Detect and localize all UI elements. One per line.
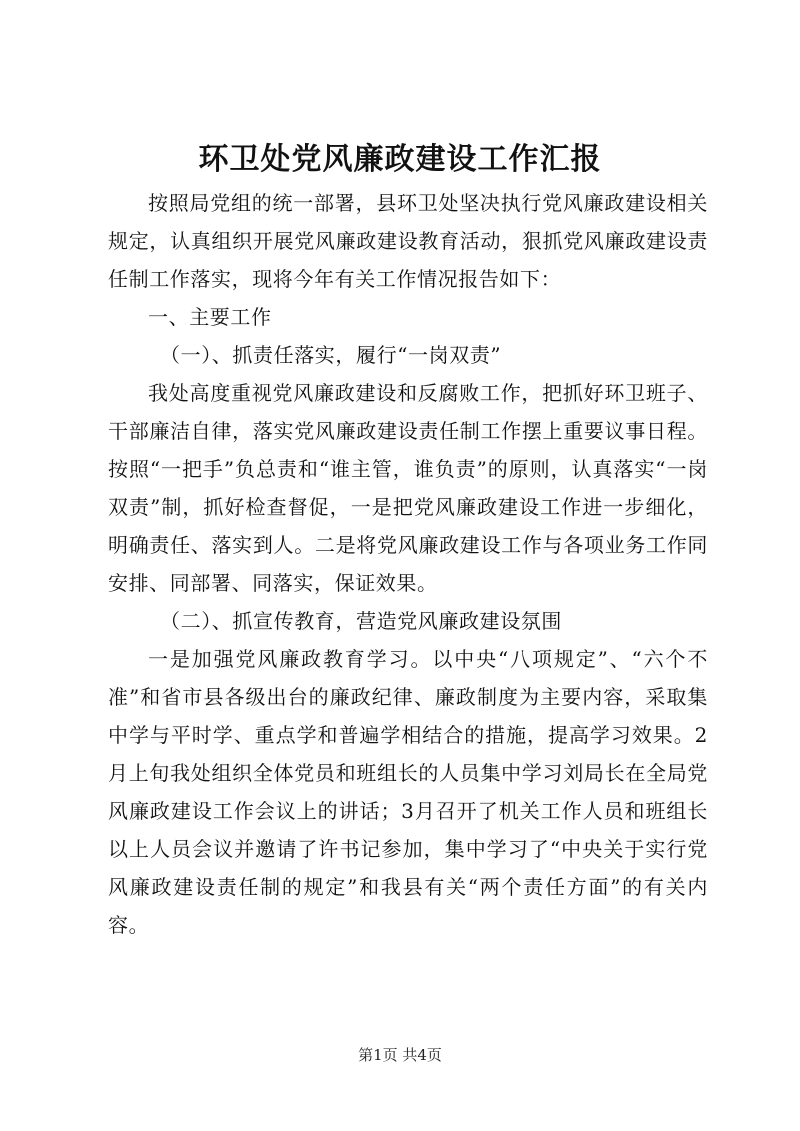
page-number-footer: 第1页 共4页 [358,1046,442,1064]
section-heading-main-work: 一、主要工作 [148,305,272,329]
responsibility-paragraph: 我处高度重视党风廉政建设和反腐败工作，把抓好环卫班子、干部廉洁自律，落实党风廉政建设责任制工作摆上重要议事日程。按照“一把手”负总责和“谁主管，谁负责”的原则，认真落实“一岗双责”制，抓好检查督促，一是把党风廉政建设工作进一步细化，明确责任、落实到人。二是将党风廉政建设工作与各项业务工作同安排、同部署、同落实，保证效果。 [108,381,708,595]
subsection-heading-responsibility: （一）、抓责任落实，履行“一岗双责” [160,343,502,367]
intro-paragraph: 按照局党组的统一部署，县环卫处坚决执行党风廉政建设相关规定，认真组织开展党风廉政建设教育活动，狠抓党风廉政建设责任制工作落实，现将今年有关工作情况报告如下： [108,191,708,291]
subsection-heading-education: （二）、抓宣传教育，营造党风廉政建设氛围 [160,609,562,633]
page-title: 环卫处党风廉政建设工作汇报 [198,142,602,177]
education-paragraph: 一是加强党风廉政教育学习。以中央“八项规定”、“六个不准”和省市县各级出台的廉政纪律、廉政制度为主要内容，采取集中学与平时学、重点学和普遍学相结合的措施，提高学习效果。2月上旬我处组织全体党员和班组长的人员集中学习刘局长在全局党风廉政建设工作会议上的讲话；3月召开了机关工作人员和班组长以上人员会议并邀请了许书记参加，集中学习了“中央关于实行党风廉政建设责任制的规定”和我县有关“两个责任方面”的有关内容。 [108,647,708,937]
document-body [108,184,708,944]
